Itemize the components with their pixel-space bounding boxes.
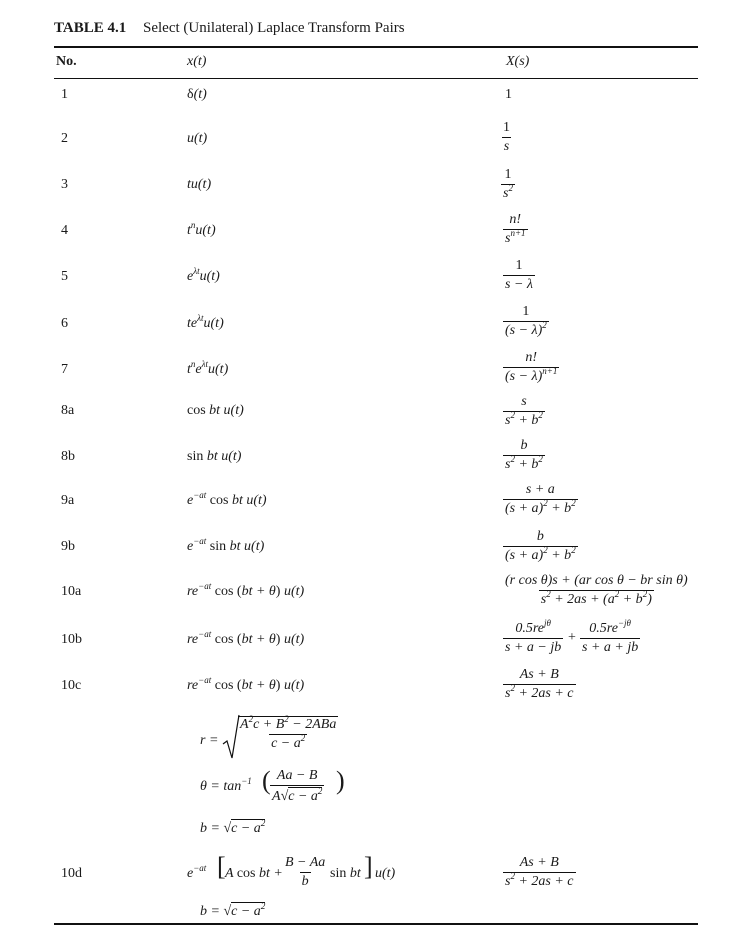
- xs-denominator: s + a + jb: [582, 640, 639, 655]
- xt-numerator: B − Aa: [285, 855, 326, 870]
- xs-denominator: s + a − jb: [505, 640, 562, 655]
- row-xt: u(t): [187, 131, 208, 146]
- paren-right: ): [336, 766, 345, 795]
- row-xt: $e^{\lambda t}u(t)$: [187, 266, 220, 284]
- xs-denominator: $s^2 + b^2$: [505, 410, 543, 428]
- xs-denominator: $s^2 + b^2$: [505, 454, 543, 472]
- row-no: 10d: [61, 866, 82, 881]
- xs-denominator: $s^2 + 2as + c$: [505, 871, 574, 889]
- r-numerator: $A^2c + B^2 - 2ABa$: [240, 714, 337, 732]
- xs-denominator: $s^2 + 2as + c$: [505, 683, 574, 701]
- row-xs: [503, 482, 578, 517]
- header-rule: [54, 78, 698, 79]
- row-no: 10c: [61, 678, 82, 693]
- row-xs: [501, 167, 515, 202]
- row-no: 7: [61, 362, 68, 377]
- row-xs-term-a: [503, 618, 563, 656]
- xs-numerator: b: [520, 438, 528, 453]
- row-xs: [501, 120, 512, 155]
- theta-prefix: θ = tan: [200, 779, 242, 794]
- row-xt: $re^{-at}$ cos (bt + θ) u(t): [187, 581, 305, 599]
- row-xt-sin: sin bt: [330, 866, 361, 881]
- row-no: 6: [61, 316, 68, 331]
- header-xs: X(s): [506, 54, 530, 69]
- xs-denominator: s − λ: [505, 277, 533, 292]
- xs-numerator: 1: [515, 258, 523, 273]
- row-xs: [503, 350, 559, 385]
- row-xs: [503, 438, 545, 473]
- xs-numerator: n!: [525, 350, 538, 365]
- xs-numerator: n!: [509, 212, 522, 227]
- header-no: No.: [56, 54, 77, 69]
- row-xs: [503, 855, 576, 890]
- xs-numerator: 1: [503, 120, 510, 135]
- note-b-10d: $b = √c - a^2$: [200, 901, 266, 919]
- xs-numerator: $0.5re^{j\theta}$: [515, 618, 551, 636]
- xs-numerator: b: [536, 529, 544, 544]
- row-xs: 1: [505, 87, 512, 102]
- note-b-10c: $b = √c - a^2$: [200, 818, 266, 836]
- xs-numerator: (r cos θ)s + (ar cos θ − br sin θ): [505, 573, 688, 588]
- xs-denominator: s: [503, 139, 510, 154]
- r-denominator: $c - a^2$: [271, 733, 306, 751]
- row-xt: $e^{-at}$ cos bt u(t): [187, 490, 267, 508]
- row-xs: [503, 529, 578, 564]
- row-xt-fraction: [283, 855, 327, 890]
- xs-numerator: s + a: [525, 482, 555, 497]
- xs-denominator: $s^2 + 2as + (a^2 + b^2)$: [540, 589, 652, 607]
- row-no: 8b: [61, 449, 75, 464]
- note-theta-fraction: [270, 768, 324, 805]
- row-xt: $t^nu(t)$: [187, 220, 216, 238]
- note-r-fraction: [238, 716, 338, 752]
- row-xt: $t^ne^{\lambda t}u(t)$: [187, 359, 229, 377]
- row-no: 10b: [61, 632, 82, 647]
- xs-denominator: $(s + a)^2 + b^2$: [505, 545, 576, 563]
- row-no: 8a: [61, 403, 75, 418]
- top-rule: [54, 46, 698, 48]
- row-xt-u: u(t): [375, 866, 396, 881]
- xs-denominator: $(s - \lambda)^{n+1}$: [505, 366, 558, 384]
- row-xt-acos: A cos bt +: [225, 866, 283, 881]
- xs-denominator: $(s + a)^2 + b^2$: [505, 498, 576, 516]
- row-xt-prefix: $e^{-at}$: [187, 863, 207, 881]
- row-xt: sin bt u(t): [187, 449, 242, 464]
- row-xt: $re^{-at}$ cos (bt + θ) u(t): [187, 629, 305, 647]
- row-no: 2: [61, 131, 68, 146]
- paren-left: (: [262, 766, 271, 795]
- row-xs: [503, 667, 576, 702]
- bottom-rule: [54, 923, 698, 925]
- bracket-right: ]: [364, 852, 373, 881]
- table-caption-label: TABLE 4.1: [54, 20, 127, 36]
- row-xs: [503, 394, 545, 429]
- row-no: 4: [61, 223, 68, 238]
- table-caption-text: Select (Unilateral) Laplace Transform Pairs: [143, 20, 405, 36]
- xs-denominator: $s^2$: [503, 183, 513, 201]
- row-no: 1: [61, 87, 68, 102]
- header-xt: x(t): [187, 54, 207, 69]
- xs-numerator: s: [521, 394, 527, 409]
- xs-numerator: 1: [522, 304, 530, 319]
- row-no: 3: [61, 177, 68, 192]
- note-theta-lhs: [200, 776, 252, 795]
- xs-denominator: $(s - \lambda)^2$: [505, 320, 547, 338]
- row-xs: [503, 304, 549, 339]
- row-no: 5: [61, 269, 68, 284]
- xs-numerator: As + B: [519, 855, 559, 870]
- row-xt: $e^{-at}$ sin bt u(t): [187, 536, 265, 554]
- row-xt: $te^{\lambda t}u(t)$: [187, 313, 224, 331]
- xs-numerator: $0.5re^{-j\theta}$: [589, 618, 631, 636]
- row-no: 10a: [61, 584, 82, 599]
- xt-denominator: b: [301, 874, 309, 889]
- xs-denominator: $s^{n+1}$: [505, 228, 526, 246]
- row-xt: tu(t): [187, 177, 212, 192]
- row-xs-term-b: [580, 618, 640, 656]
- row-no: 9b: [61, 539, 75, 554]
- theta-numerator: Aa − B: [276, 768, 318, 783]
- row-no: 9a: [61, 493, 75, 508]
- row-xt: cos bt u(t): [187, 403, 244, 418]
- row-xt: δ(t): [187, 87, 207, 102]
- row-xs: [503, 573, 690, 608]
- row-xt: $re^{-at}$ cos (bt + θ) u(t): [187, 675, 305, 693]
- xs-numerator: 1: [504, 167, 512, 182]
- theta-sup: −1: [241, 776, 252, 786]
- plus-sign: +: [568, 630, 576, 645]
- bracket-left: [: [217, 852, 226, 881]
- xs-numerator: As + B: [519, 667, 559, 682]
- row-xs: [503, 212, 528, 247]
- note-r-lhs: r =: [200, 733, 219, 748]
- theta-denominator: $A√c - a^2$: [272, 786, 323, 804]
- row-xs: [503, 258, 535, 293]
